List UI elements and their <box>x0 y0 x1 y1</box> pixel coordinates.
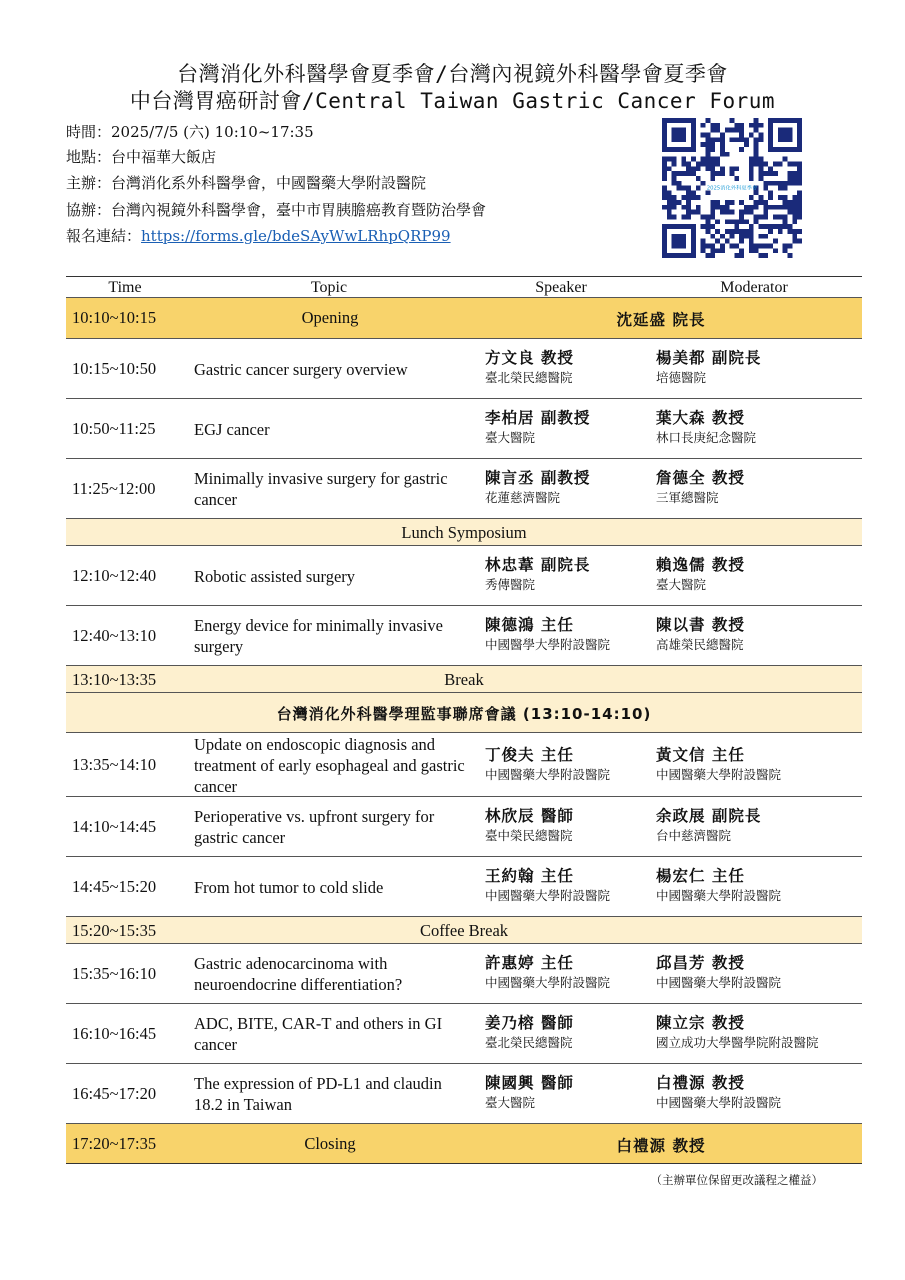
row-topic: Robotic assisted surgery <box>194 567 356 586</box>
table-row <box>66 733 862 797</box>
table-row <box>66 1004 862 1064</box>
table-row <box>66 519 862 546</box>
moderator: 白禮源 教授 中國醫藥大學附設醫院 <box>656 1074 782 1110</box>
table-row <box>66 917 862 944</box>
row-topic: Gastric cancer surgery overview <box>194 360 408 379</box>
moderator: 余政展 副院長 台中慈濟醫院 <box>656 807 762 843</box>
moderator: 黃文信 主任 中國醫藥大學附設醫院 <box>656 746 782 782</box>
footnote: （主辦單位保留更改議程之權益） <box>650 1173 823 1187</box>
event-venue: 地點：台中福華大飯店 <box>66 148 217 166</box>
table-row <box>66 693 862 733</box>
moderator: 楊宏仁 主任 中國醫藥大學附設醫院 <box>656 867 782 903</box>
table-row <box>66 666 862 693</box>
moderator: 葉大森 教授 林口長庚紀念醫院 <box>656 409 757 445</box>
moderator: 楊美都 副院長 培德醫院 <box>656 349 762 385</box>
moderator: 陳立宗 教授 國立成功大學醫學院附設醫院 <box>656 1014 819 1050</box>
speaker: 丁俊夫 主任 中國醫藥大學附設醫院 <box>485 746 611 782</box>
event-time: 時間：2025/7/5 (六) 10:10~17:35 <box>66 123 314 141</box>
row-time: 12:10~12:40 <box>72 566 157 585</box>
row-time: 17:20~17:35 <box>72 1134 157 1153</box>
title-line-2: 中台灣胃癌研討會/Central Taiwan Gastric Cancer Forum <box>129 89 776 113</box>
registration-label: 報名連結： <box>66 227 142 245</box>
qr-code-icon[interactable] <box>662 118 802 258</box>
row-time: 15:35~16:10 <box>72 964 157 983</box>
row-banner: Lunch Symposium <box>401 523 527 542</box>
row-time: 10:15~10:50 <box>72 359 157 378</box>
table-header <box>66 276 862 298</box>
title-line-1: 台灣消化外科醫學會夏季會/台灣內視鏡外科醫學會夏季會 <box>177 62 728 86</box>
table-row <box>66 1124 862 1164</box>
row-time: 10:50~11:25 <box>72 419 156 438</box>
row-time: 16:45~17:20 <box>72 1084 157 1103</box>
table-row <box>66 797 862 857</box>
row-topic: EGJ cancer <box>194 420 270 439</box>
table-row <box>66 546 862 606</box>
row-topic: Minimally invasive surgery for gastric cancer <box>194 469 448 509</box>
table-row <box>66 459 862 519</box>
row-time: 15:20~15:35 <box>72 921 157 940</box>
row-topic: From hot tumor to cold slide <box>194 878 384 897</box>
row-time: 13:35~14:10 <box>72 755 157 774</box>
table-row <box>66 857 862 917</box>
col-speaker: Speaker <box>535 279 587 296</box>
moderator: 陳以書 教授 高雄榮民總醫院 <box>656 616 745 652</box>
table-row <box>66 1064 862 1124</box>
row-banner: Break <box>444 670 484 689</box>
col-time: Time <box>108 279 142 296</box>
event-cohost: 協辦：台灣內視鏡外科醫學會，臺中市胃胰膽癌教育暨防治學會 <box>66 201 487 219</box>
row-topic: ADC, BITE, CAR-T and others in GI cancer <box>194 1014 443 1054</box>
row-topic: Opening <box>301 308 359 327</box>
speaker: 姜乃榕 醫師 臺北榮民總醫院 <box>485 1014 574 1050</box>
moderator: 邱昌芳 教授 中國醫藥大學附設醫院 <box>656 954 782 990</box>
speaker: 林欣辰 醫師 臺中榮民總醫院 <box>485 807 574 843</box>
row-time: 13:10~13:35 <box>72 670 157 689</box>
table-row <box>66 606 862 666</box>
moderator: 詹德全 教授 三軍總醫院 <box>656 469 745 505</box>
table-row <box>66 399 862 459</box>
row-topic: Update on endoscopic diagnosis and treatment of early esophageal and gastric cancer <box>194 735 465 796</box>
row-topic: Energy device for minimally invasive surgery <box>194 616 443 656</box>
registration <box>66 225 451 246</box>
speaker: 林忠葦 副院長 秀傳醫院 <box>485 556 591 592</box>
row-banner: 台灣消化外科醫學理監事聯席會議 (13:10-14:10) <box>276 705 652 723</box>
row-time: 14:10~14:45 <box>72 817 157 836</box>
speaker: 許惠婷 主任 中國醫藥大學附設醫院 <box>485 954 611 990</box>
table-row <box>66 944 862 1004</box>
row-topic: Closing <box>304 1134 356 1153</box>
row-topic: The expression of PD-L1 and claudin 18.2 in Taiwan <box>194 1074 442 1114</box>
col-moderator: Moderator <box>720 279 788 296</box>
speaker: 李柏居 副教授 臺大醫院 <box>485 409 591 445</box>
speaker: 陳德鴻 主任 中國醫學大學附設醫院 <box>485 616 611 652</box>
speaker: 陳言丞 副教授 花蓮慈濟醫院 <box>485 469 591 505</box>
row-host: 沈延盛 院長 <box>616 311 706 329</box>
moderator: 賴逸儒 教授 臺大醫院 <box>656 556 745 592</box>
table-row <box>66 339 862 399</box>
row-host: 白禮源 教授 <box>616 1137 706 1155</box>
row-time: 10:10~10:15 <box>72 308 157 327</box>
row-topic: Gastric adenocarcinoma with neuroendocrine differentiation? <box>194 954 403 994</box>
speaker: 陳國興 醫師 臺大醫院 <box>485 1074 574 1110</box>
registration-link[interactable]: https://forms.gle/bdeSAyWwLRhpQRP99 <box>141 227 451 245</box>
row-time: 12:40~13:10 <box>72 626 157 645</box>
row-time: 11:25~12:00 <box>72 479 156 498</box>
speaker: 王約翰 主任 中國醫藥大學附設醫院 <box>485 867 611 903</box>
row-topic: Perioperative vs. upfront surgery for gastric cancer <box>194 807 435 847</box>
event-host: 主辦：台灣消化系外科醫學會，中國醫藥大學附設醫院 <box>66 174 427 192</box>
speaker: 方文良 教授 臺北榮民總醫院 <box>485 349 574 385</box>
row-time: 16:10~16:45 <box>72 1024 157 1043</box>
col-topic: Topic <box>310 279 348 296</box>
row-banner: Coffee Break <box>419 921 509 940</box>
table-row <box>66 298 862 339</box>
row-time: 14:45~15:20 <box>72 877 157 896</box>
qr-caption: 2025消化外科夏季會 <box>706 185 758 192</box>
